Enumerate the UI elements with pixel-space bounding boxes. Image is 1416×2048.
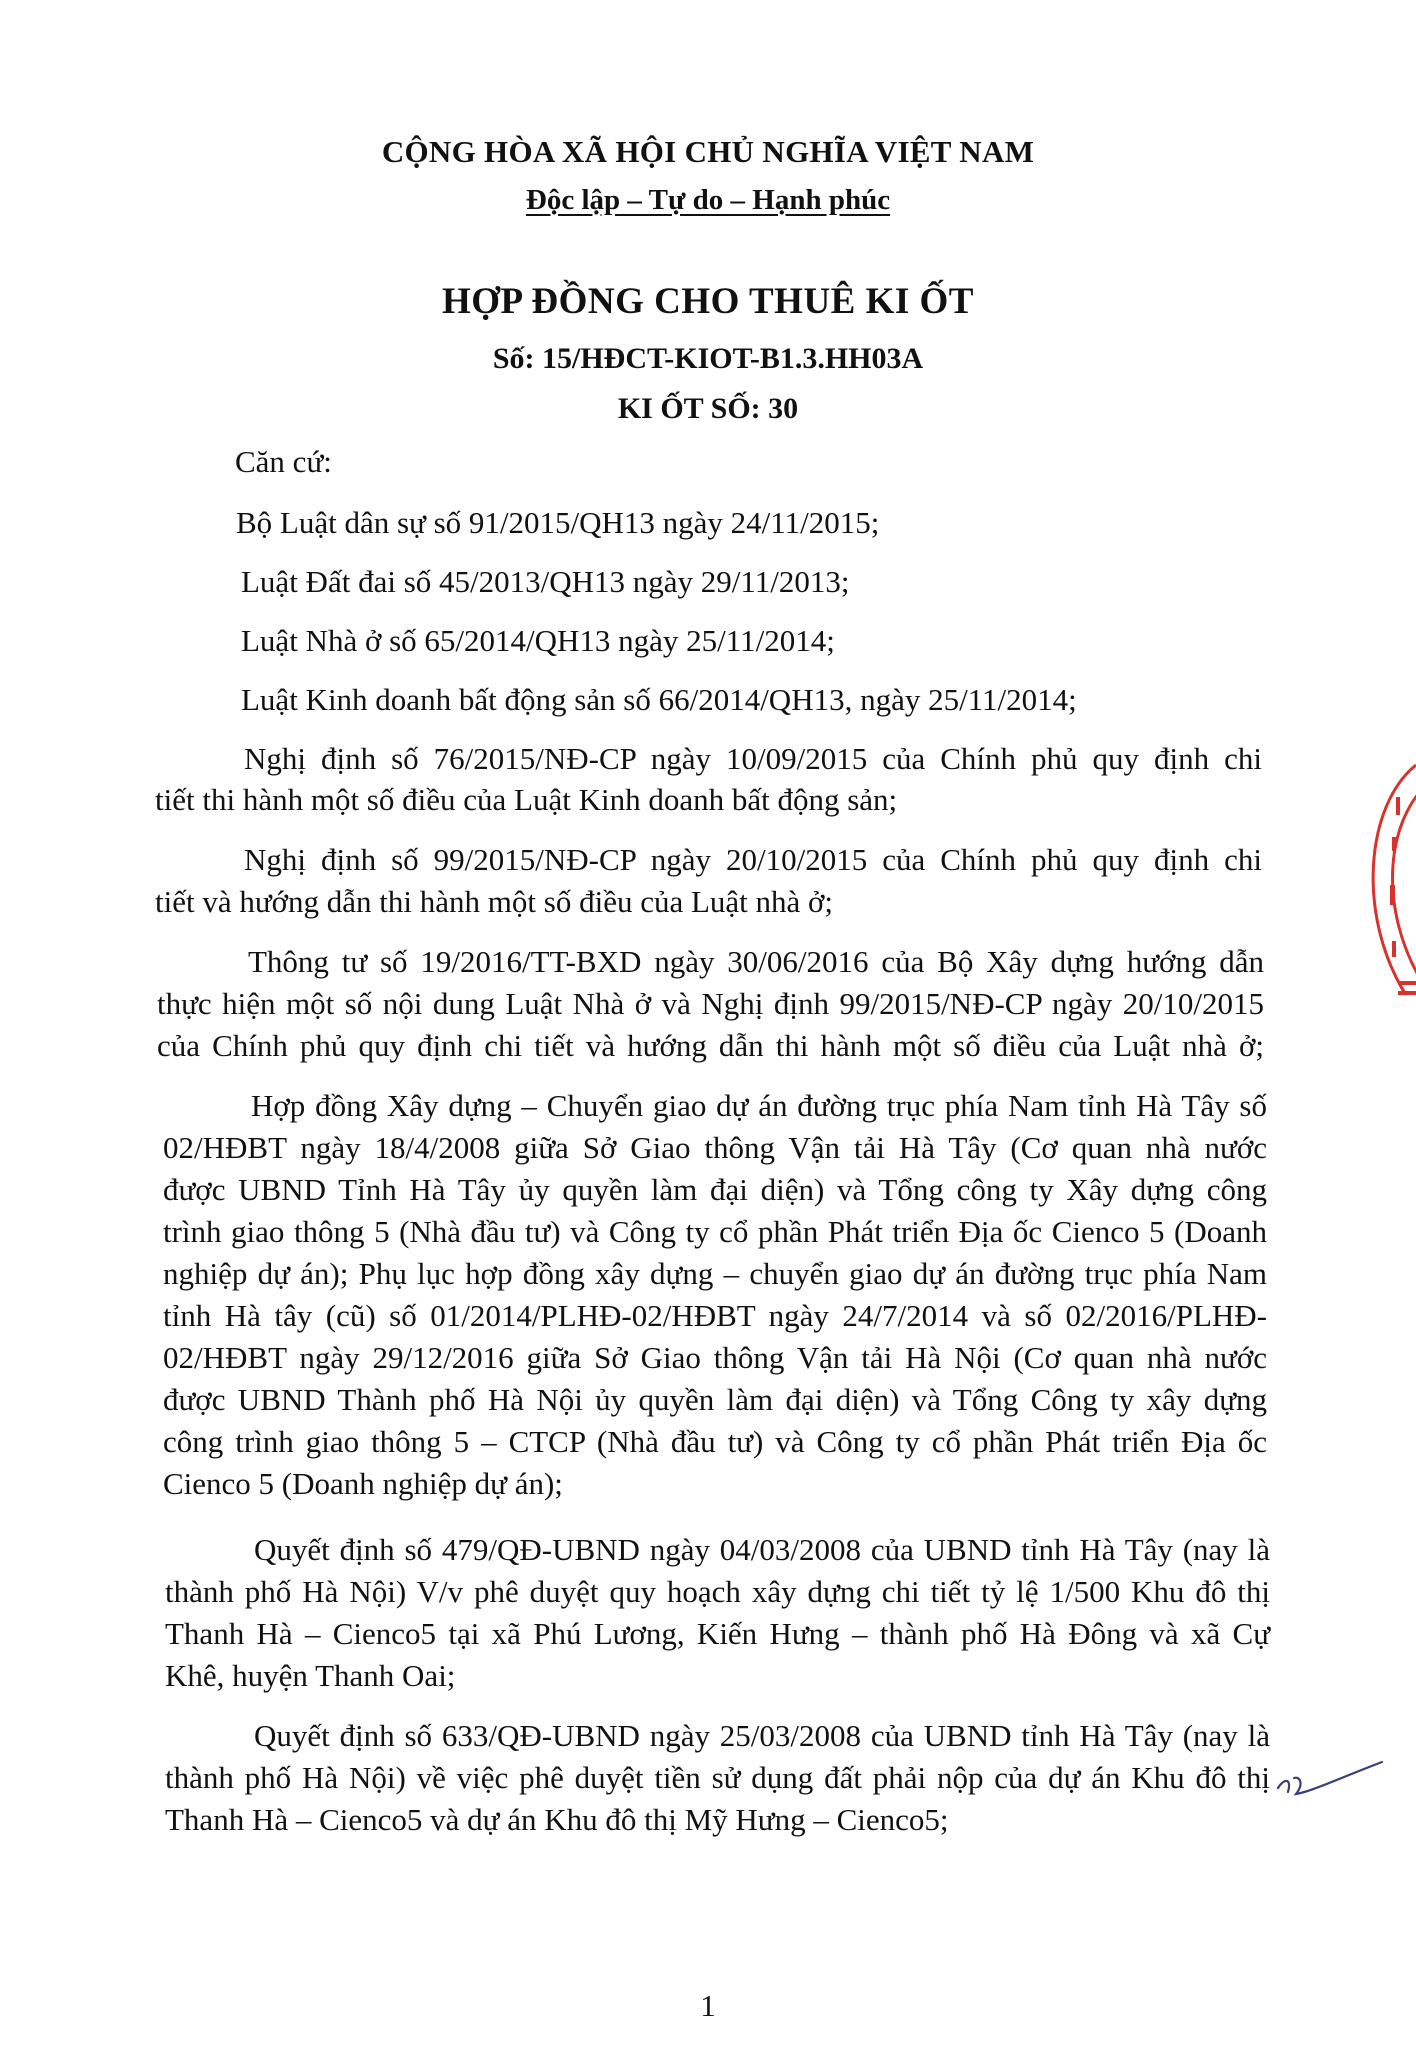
national-heading: CỘNG HÒA XÃ HỘI CHỦ NGHĨA VIỆT NAM [381,134,1035,169]
basis-line: Nghị định số 99/2015/NĐ-CP ngày 20/10/2015 của Chính phủ quy định chi [244,842,1262,877]
basis-line: Nghị định số 76/2015/NĐ-CP ngày 10/09/2015 của Chính phủ quy định chi [244,741,1262,776]
basis-line: được UBND Tỉnh Hà Tây ủy quyền làm đại diện) và Tổng công ty Xây dựng công [163,1172,1267,1207]
basis-line: nghiệp dự án); Phụ lục hợp đồng xây dựng – chuyển giao dự án đường trục phía Nam [163,1256,1267,1291]
basis-line: Hợp đồng Xây dựng – Chuyển giao dự án đường trục phía Nam tỉnh Hà Tây số [251,1088,1267,1123]
basis-line: Quyết định số 479/QĐ-UBND ngày 04/03/2008 của UBND tỉnh Hà Tây (nay là [254,1532,1270,1567]
basis-line: Thanh Hà – Cienco5 và dự án Khu đô thị Mỹ Hưng – Cienco5; [165,1802,949,1837]
basis-line: thành phố Hà Nội) về việc phê duyệt tiền sử dụng đất phải nộp của dự án Khu đô thị [165,1760,1270,1795]
basis-line: thực hiện một số nội dung Luật Nhà ở và Nghị định 99/2015/NĐ-CP ngày 20/10/2015 [157,986,1264,1021]
basis-line: Khê, huyện Thanh Oai; [165,1658,456,1693]
basis-line: Thông tư số 19/2016/TT-BXD ngày 30/06/2016 của Bộ Xây dựng hướng dẫn [248,944,1264,979]
basis-line: được UBND Thành phố Hà Nội ủy quyền làm đại diện) và Tổng Công ty xây dựng [163,1382,1267,1417]
basis-line: của Chính phủ quy định chi tiết và hướng dẫn thi hành một số điều của Luật nhà ở; [157,1028,1264,1063]
basis-line: tiết thi hành một số điều của Luật Kinh doanh bất động sản; [155,782,898,817]
basis-line: Thanh Hà – Cienco5 tại xã Phú Lương, Kiến Hưng – thành phố Hà Đông và xã Cự [165,1616,1270,1651]
contract-title: HỢP ĐỒNG CHO THUÊ KI ỐT [442,281,974,322]
basis-line: Luật Kinh doanh bất động sản số 66/2014/QH13, ngày 25/11/2014; [241,682,1077,717]
basis-line: Cienco 5 (Doanh nghiệp dự án); [163,1466,563,1501]
basis-line: thành phố Hà Nội) V/v phê duyệt quy hoạch xây dựng chi tiết tỷ lệ 1/500 Khu đô thị [165,1574,1270,1609]
basis-line: Luật Đất đai số 45/2013/QH13 ngày 29/11/2013; [241,564,850,599]
kiosk-number: KI ỐT SỐ: 30 [617,392,799,425]
basis-line: Luật Nhà ở số 65/2014/QH13 ngày 25/11/2014; [241,623,835,658]
basis-label: Căn cứ: [235,444,332,479]
page-number: 1 [700,1988,716,2023]
national-motto: Độc lập – Tự do – Hạnh phúc [525,184,891,216]
basis-line: trình giao thông 5 (Nhà đầu tư) và Công ty cổ phần Phát triển Địa ốc Cienco 5 (Doanh [163,1214,1267,1249]
basis-line: 02/HĐBT ngày 29/12/2016 giữa Sở Giao thông Vận tải Hà Nội (Cơ quan nhà nước [163,1340,1267,1375]
basis-line: công trình giao thông 5 – CTCP (Nhà đầu tư) và Công ty cổ phần Phát triển Địa ốc [163,1424,1267,1459]
basis-line: tiết và hướng dẫn thi hành một số điều của Luật nhà ở; [155,884,834,919]
basis-line: tỉnh Hà tây (cũ) số 01/2014/PLHĐ-02/HĐBT ngày 24/7/2014 và số 02/2016/PLHĐ- [163,1298,1267,1333]
basis-line: 02/HĐBT ngày 18/4/2008 giữa Sở Giao thông Vận tải Hà Tây (Cơ quan nhà nước [163,1130,1267,1165]
red-seal-stamp [1346,745,1416,1035]
initials-signature [1270,1748,1390,1818]
contract-number: Số: 15/HĐCT-KIOT-B1.3.HH03A [492,342,924,375]
basis-line: Bộ Luật dân sự số 91/2015/QH13 ngày 24/11/2015; [236,505,880,540]
basis-line: Quyết định số 633/QĐ-UBND ngày 25/03/2008 của UBND tỉnh Hà Tây (nay là [254,1718,1270,1753]
